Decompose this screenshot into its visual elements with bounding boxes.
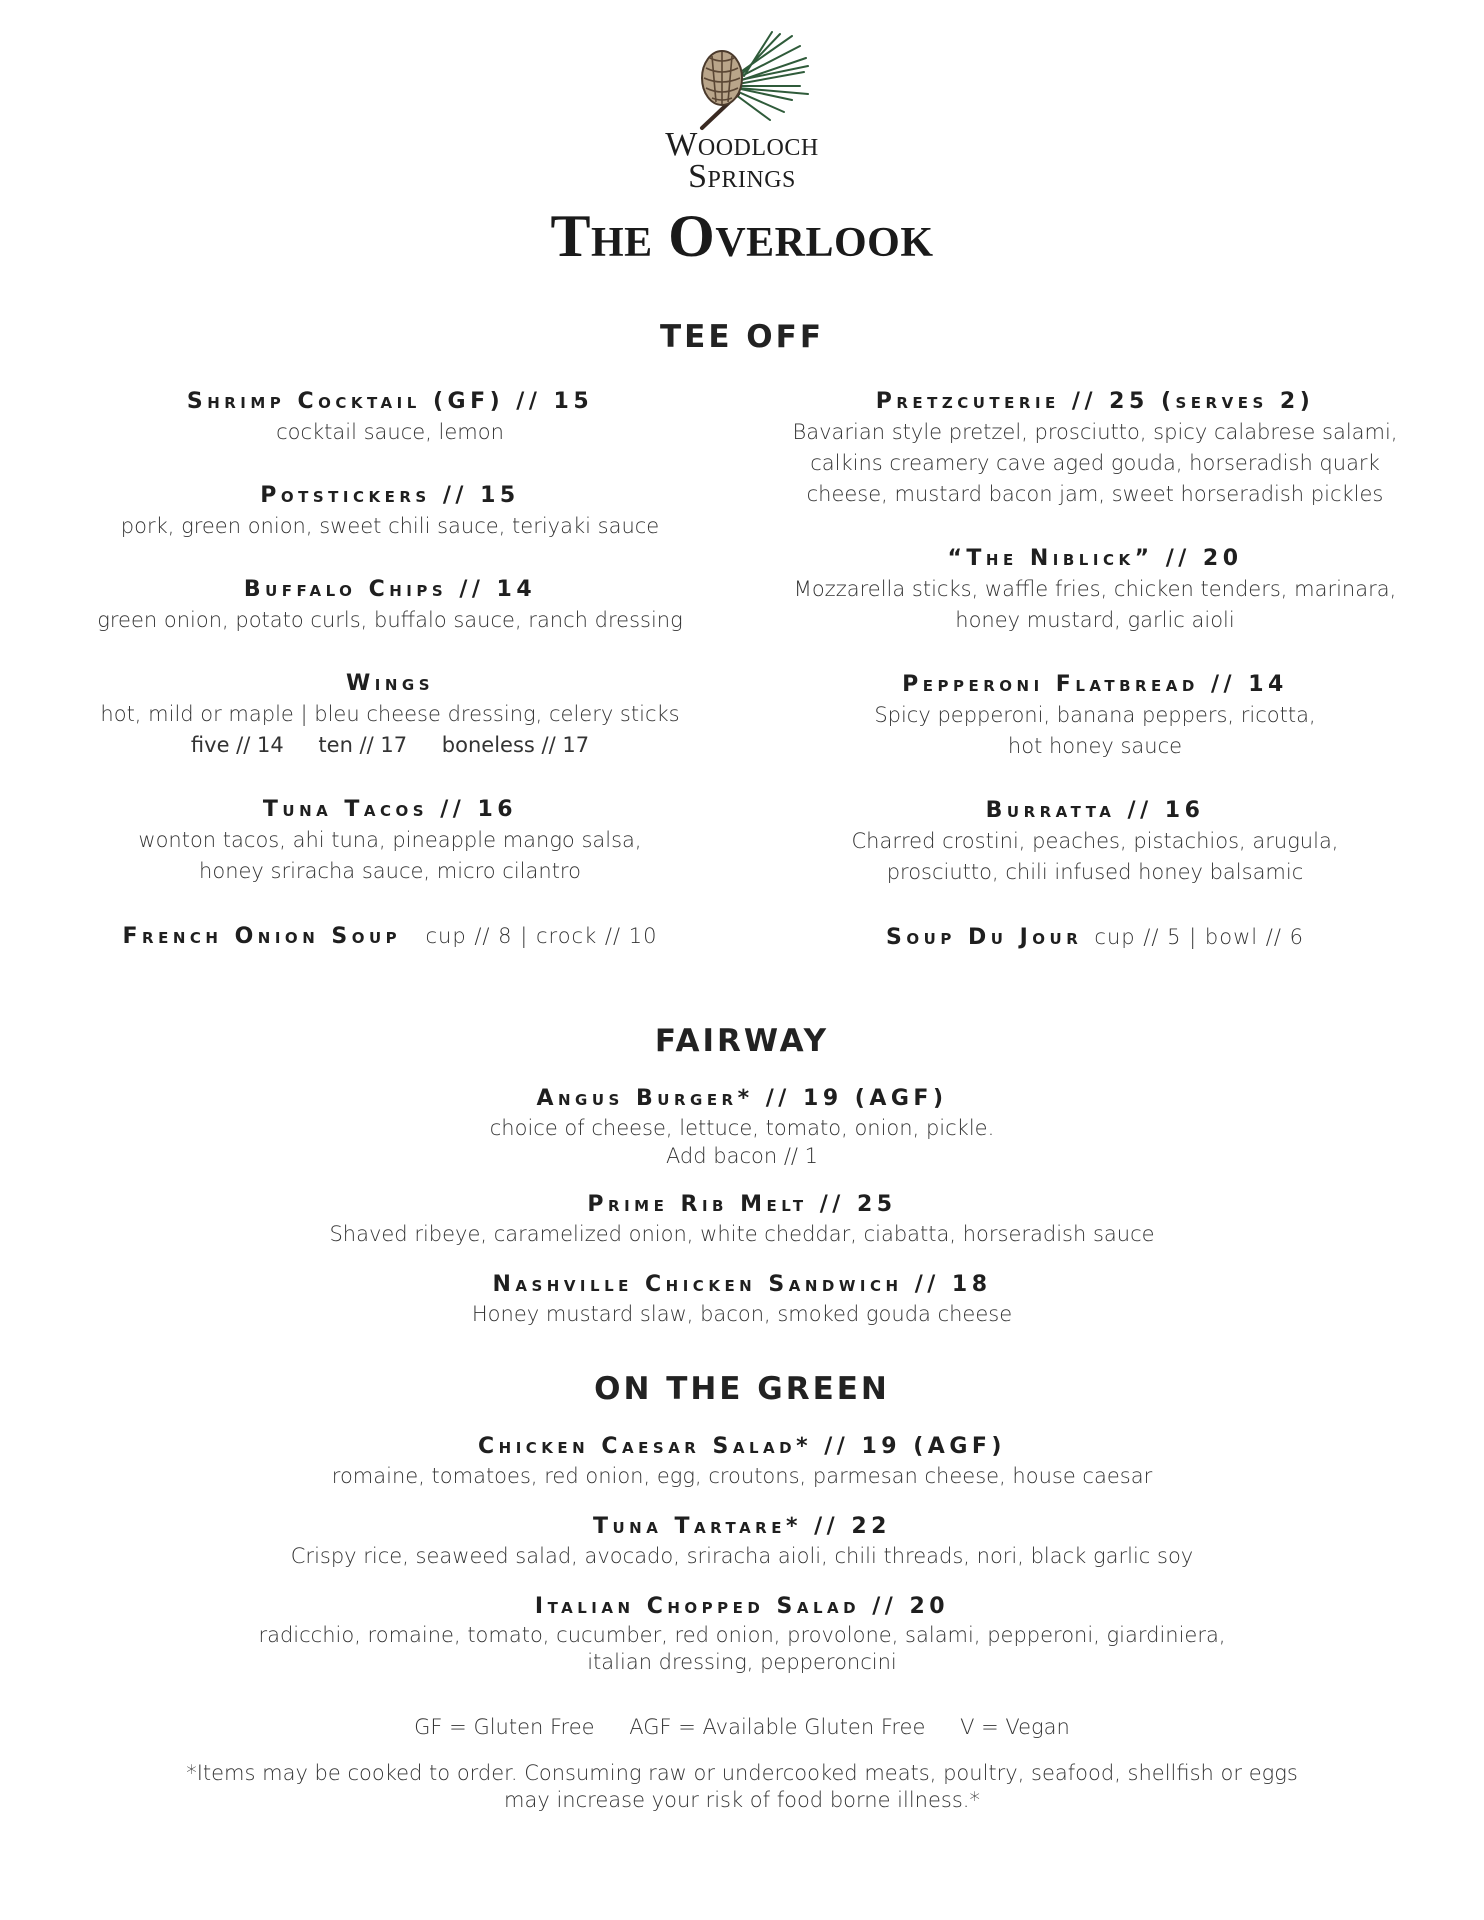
item-desc: honey mustard, garlic aioli (955, 608, 1235, 632)
legend-gf: GF = Gluten Free (414, 1715, 595, 1739)
pinecone-icon (672, 28, 812, 132)
disclaimer-line: may increase your risk of food borne illness.* (504, 1788, 980, 1812)
section-title-fairway: FAIRWAY (654, 1023, 830, 1059)
item-name-text: French Onion Soup (122, 924, 402, 949)
tee-off-left-column (70, 387, 710, 952)
menu-item (100, 1512, 1384, 1592)
menu-item (70, 481, 710, 575)
menu-item (100, 1270, 1384, 1328)
item-desc: cheese, mustard bacon jam, sweet horseradish pickles (806, 482, 1384, 506)
item-sizes (70, 730, 710, 761)
on-the-green-column (100, 1432, 1384, 1676)
item-desc: Shaved ribeye, caramelized onion, white cheddar, ciabatta, horseradish sauce (329, 1222, 1155, 1246)
section-title-on-the-green: ON THE GREEN (594, 1371, 890, 1407)
item-name: Burratta // 16 (985, 798, 1205, 823)
menu-item (770, 387, 1420, 544)
menu-item (770, 922, 1420, 953)
item-desc: Mozzarella sticks, waffle fries, chicken tenders, marinara, (793, 577, 1397, 601)
item-name: Wings (345, 671, 435, 696)
item-name-text: Soup Du Jour (886, 925, 1083, 950)
menu-item (70, 921, 710, 952)
item-name: Shrimp Cocktail (GF) // 15 (186, 389, 594, 414)
item-name: Buffalo Chips // 14 (243, 577, 537, 602)
menu-item (770, 796, 1420, 922)
disclaimer-line: *Items may be cooked to order. Consuming raw or undercooked meats, poultry, seafood, shellfish or eggs (186, 1761, 1298, 1785)
item-name: Chicken Caesar Salad* // 19 (AGF) (478, 1434, 1006, 1459)
item-desc: cocktail sauce, lemon (276, 420, 504, 444)
logo (0, 28, 1484, 132)
brand-name-line1: Woodloch (665, 126, 819, 163)
item-name: Potstickers // 15 (260, 483, 520, 508)
item-name: Tuna Tartare* // 22 (593, 1514, 891, 1539)
item-desc: choice of cheese, lettuce, tomato, onion, pickle. (489, 1116, 995, 1140)
fairway-column (100, 1084, 1384, 1328)
item-desc: wonton tacos, ahi tuna, pineapple mango salsa, (138, 828, 642, 852)
item-desc: hot honey sauce (1007, 734, 1183, 758)
menu-item (70, 795, 710, 921)
tee-off-right-column (770, 387, 1420, 953)
item-name: Prime Rib Melt // 25 (587, 1192, 897, 1217)
item-name: “The Niblick” // 20 (947, 546, 1243, 571)
item-desc: Charred crostini, peaches, pistachios, arugula, (851, 829, 1339, 853)
item-desc: Crispy rice, seaweed salad, avocado, sriracha aioli, chili threads, nori, black garlic soy (290, 1544, 1194, 1568)
item-price: cup // 5 | bowl // 6 (1094, 925, 1304, 949)
item-name: Angus Burger* // 19 (AGF) (536, 1086, 948, 1111)
item-desc: Honey mustard slaw, bacon, smoked gouda cheese (471, 1302, 1013, 1326)
item-name: Italian Chopped Salad // 20 (534, 1594, 950, 1619)
item-desc: honey sriracha sauce, micro cilantro (199, 859, 581, 883)
item-name (70, 921, 710, 952)
menu-item (70, 669, 710, 795)
item-desc: romaine, tomatoes, red onion, egg, croutons, parmesan cheese, house caesar (331, 1464, 1153, 1488)
menu-item (100, 1084, 1384, 1190)
dietary-legend (0, 1712, 1484, 1742)
brand-name-line2: Springs (688, 158, 796, 195)
item-name: Pepperoni Flatbread // 14 (902, 672, 1288, 697)
size-option: five // 14 (190, 733, 284, 757)
item-name: Tuna Tacos // 16 (262, 797, 518, 822)
menu-item (770, 670, 1420, 796)
food-safety-disclaimer (140, 1760, 1344, 1814)
menu-item (100, 1190, 1384, 1270)
venue-title: The Overlook (550, 203, 934, 269)
item-price: cup // 8 | crock // 10 (425, 924, 658, 948)
item-desc: italian dressing, pepperoncini (587, 1650, 897, 1674)
item-desc: green onion, potato curls, buffalo sauce, ranch dressing (97, 608, 683, 632)
item-desc: calkins creamery cave aged gouda, horseradish quark (810, 451, 1380, 475)
item-desc: radicchio, romaine, tomato, cucumber, red onion, provolone, salami, pepperoni, giardiniera, (258, 1623, 1226, 1647)
item-name: Pretzcuterie // 25 (serves 2) (875, 389, 1315, 414)
menu-item (70, 387, 710, 481)
item-desc: prosciutto, chili infused honey balsamic (886, 860, 1304, 884)
size-option: ten // 17 (318, 733, 408, 757)
item-desc: Bavarian style pretzel, prosciutto, spicy calabrese salami, (792, 420, 1398, 444)
item-desc: hot, mild or maple | bleu cheese dressing, celery sticks (100, 702, 680, 726)
menu-item (770, 544, 1420, 670)
item-desc: pork, green onion, sweet chili sauce, teriyaki sauce (120, 514, 660, 538)
item-desc: Add bacon // 1 (665, 1144, 819, 1168)
item-name (770, 922, 1420, 953)
menu-item (100, 1432, 1384, 1512)
item-name: Nashville Chicken Sandwich // 18 (492, 1272, 992, 1297)
legend-agf: AGF = Available Gluten Free (629, 1715, 926, 1739)
item-desc: Spicy pepperoni, banana peppers, ricotta, (874, 703, 1316, 727)
legend-vegan: V = Vegan (960, 1715, 1070, 1739)
menu-item (100, 1592, 1384, 1676)
size-option: boneless // 17 (441, 733, 590, 757)
menu-item (70, 575, 710, 669)
section-title-tee-off: TEE OFF (660, 319, 824, 355)
